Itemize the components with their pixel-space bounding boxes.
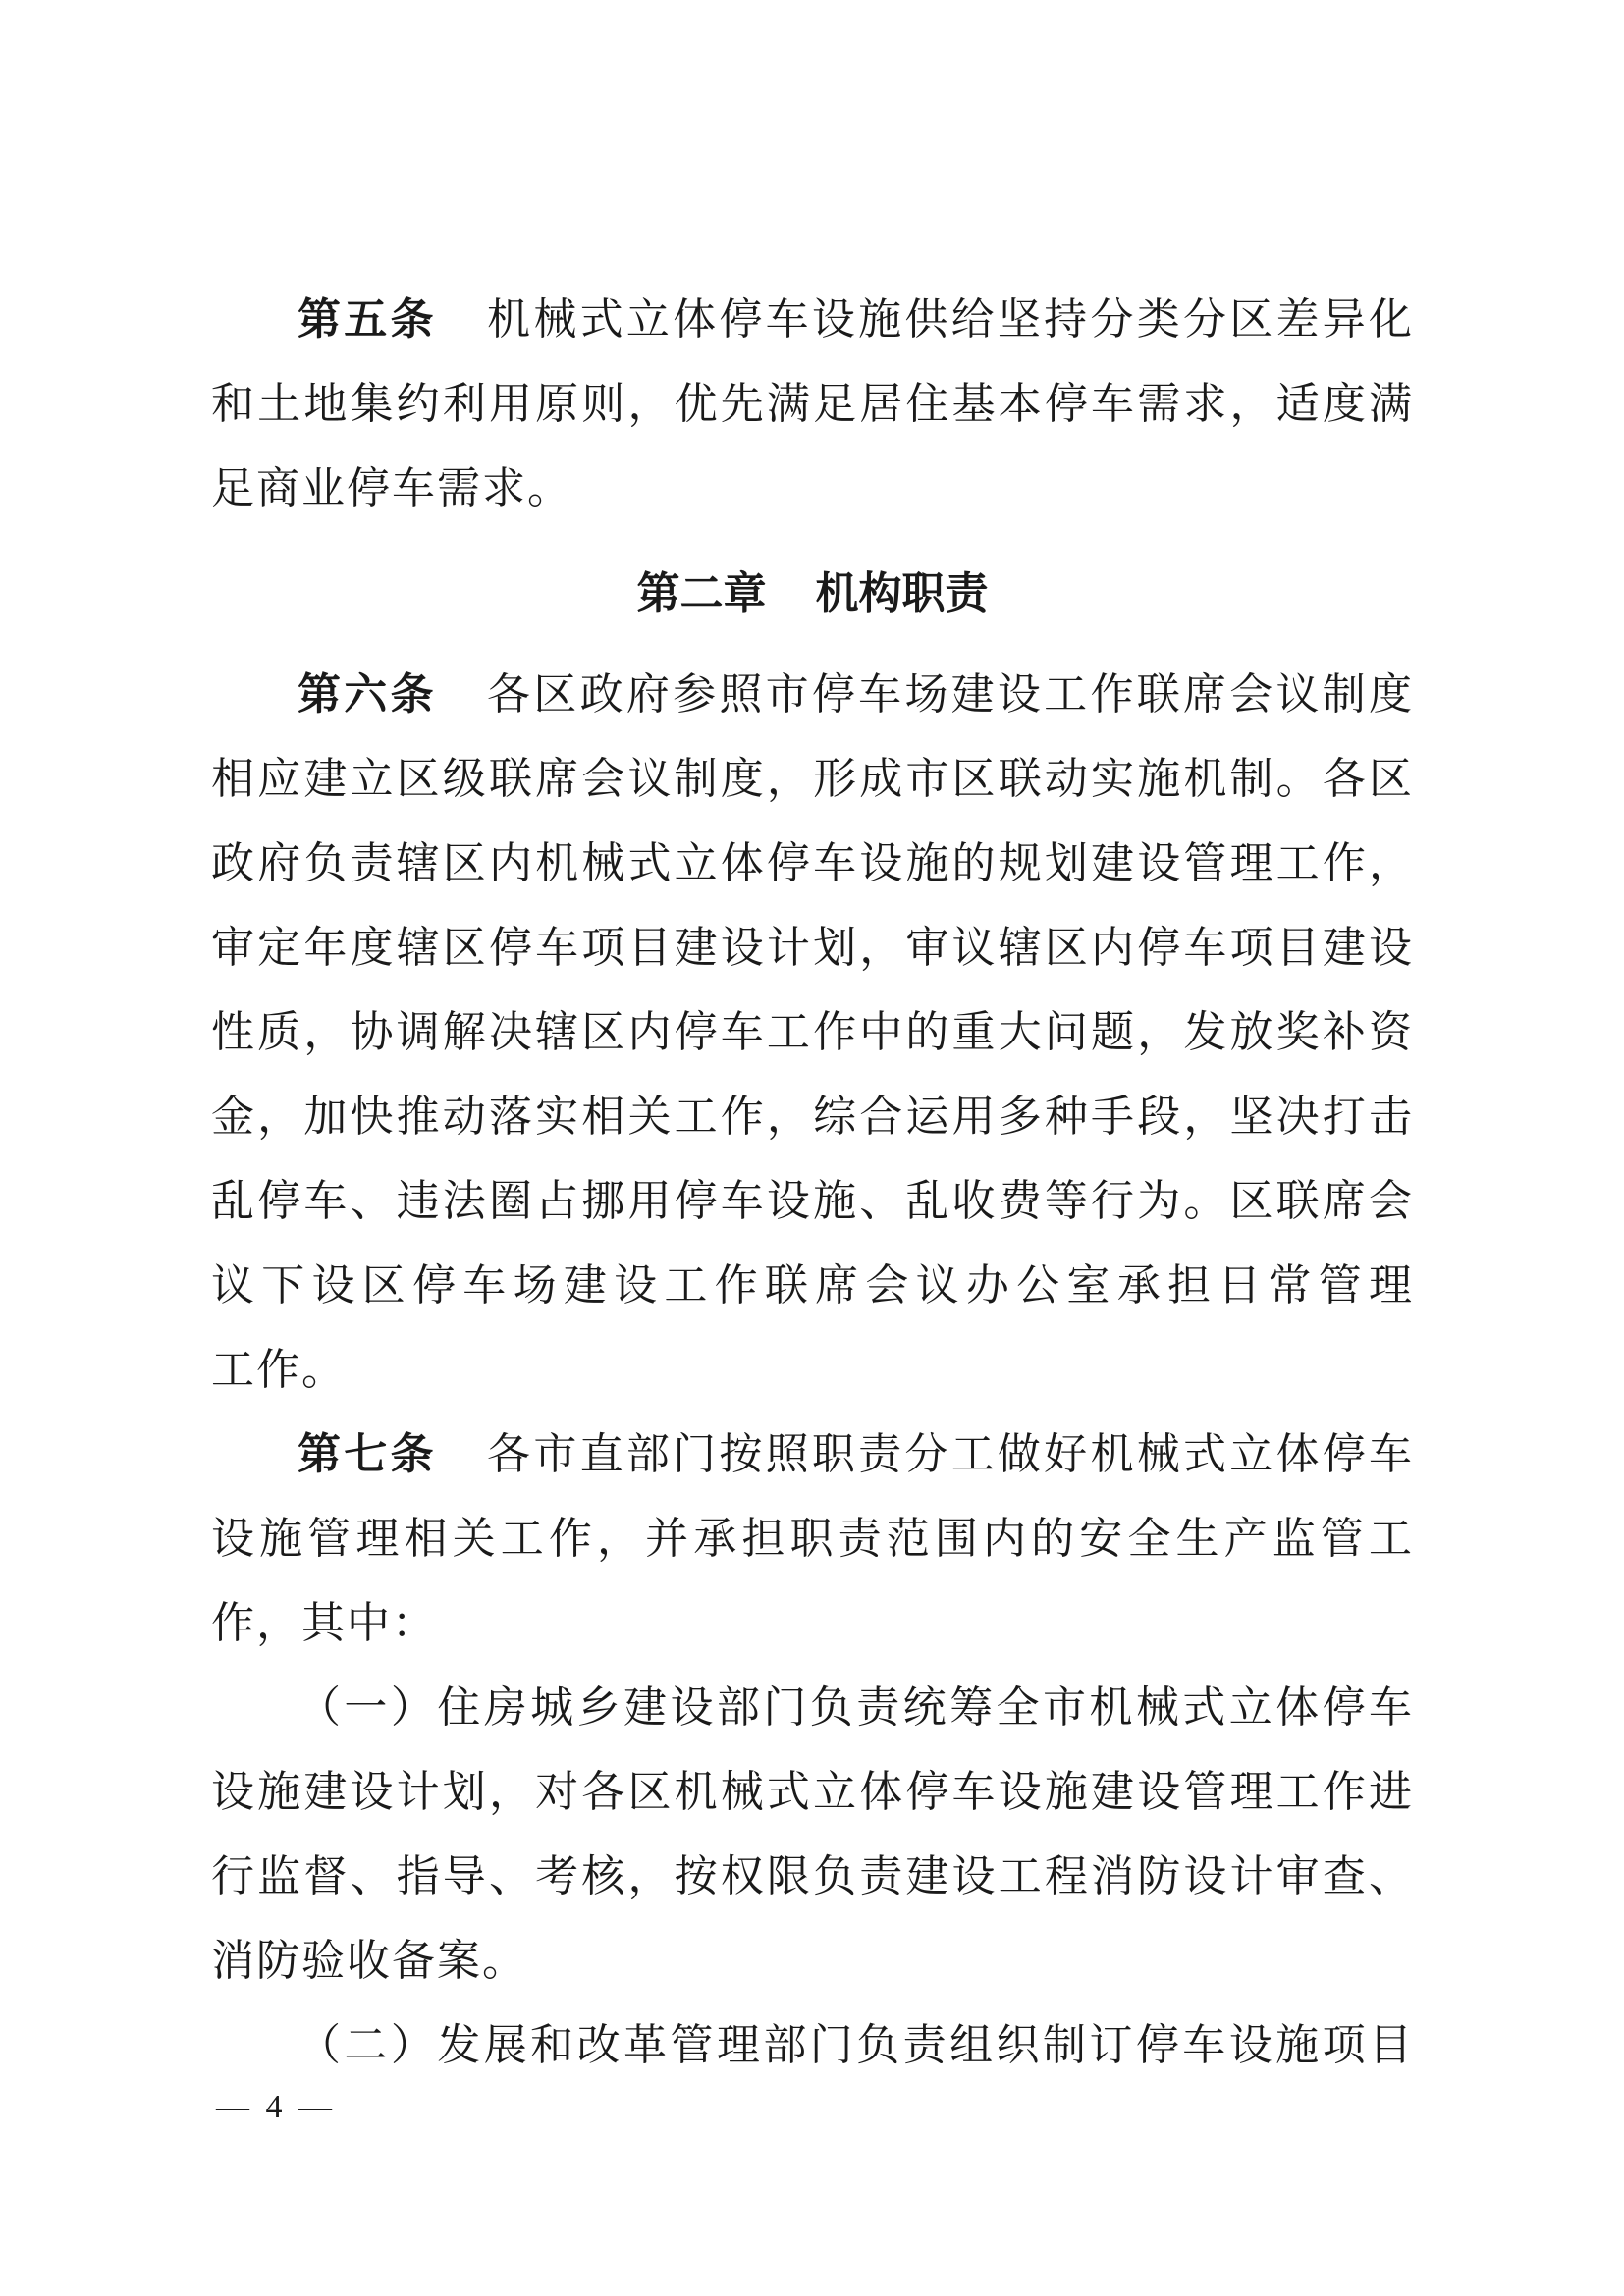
article-6-line-1: 各区政府参照市停车场建设工作联席会议制度 xyxy=(485,669,1415,720)
article-6-line-7: 乱停车、违法圈占挪用停车设施、乱收费等行为。区联席会 xyxy=(211,1176,1414,1226)
item-2-line-1: （二）发展和改革管理部门负责组织制订停车设施项目 xyxy=(298,2020,1414,2070)
item-1-line-4: 消防验收备案。 xyxy=(211,1936,527,1986)
article-7-heading: 第七条 xyxy=(298,1429,437,1479)
article-6-line-8: 议下设区停车场建设工作联席会议办公室承担日常管理 xyxy=(211,1260,1414,1310)
article-7-first-line xyxy=(211,1413,1414,1497)
article-6-line-2: 相应建立区级联席会议制度，形成市区联动实施机制。各区 xyxy=(211,754,1414,804)
article-7-line-2: 设施管理相关工作，并承担职责范围内的安全生产监管工 xyxy=(211,1514,1414,1564)
article-5-line-1: 机械式立体停车设施供给坚持分类分区差异化 xyxy=(485,294,1415,345)
chapter-number: 第二章 xyxy=(636,568,767,618)
article-7-line-3: 作，其中： xyxy=(211,1598,437,1648)
article-6-line-9: 工作。 xyxy=(211,1345,347,1395)
item-1-line-3: 行监督、指导、考核，按权限负责建设工程消防设计审查、 xyxy=(211,1851,1414,1901)
article-5-line-3: 足商业停车需求。 xyxy=(211,463,572,513)
article-6-line-3: 政府负责辖区内机械式立体停车设施的规划建设管理工作， xyxy=(211,838,1414,888)
article-6-line-6: 金，加快推动落实相关工作，综合运用多种手段，坚决打击 xyxy=(211,1092,1414,1142)
chapter-heading xyxy=(211,545,1414,653)
article-5-first-line xyxy=(211,278,1414,362)
article-6-line-5: 性质，协调解决辖区内停车工作中的重大问题，发放奖补资 xyxy=(211,1007,1414,1057)
item-1-line-1: （一）住房城乡建设部门负责统筹全市机械式立体停车 xyxy=(298,1682,1414,1733)
article-6-heading: 第六条 xyxy=(298,669,437,720)
article-5-heading: 第五条 xyxy=(298,294,437,345)
article-5-line-2: 和土地集约利用原则，优先满足居住基本停车需求，适度满 xyxy=(211,379,1414,429)
body-text xyxy=(211,278,1414,2088)
item-1-line-2: 设施建设计划，对各区机械式立体停车设施建设管理工作进 xyxy=(211,1767,1414,1817)
article-7-line-1: 各市直部门按照职责分工做好机械式立体停车 xyxy=(485,1429,1415,1479)
page-number: — 4 — xyxy=(216,2089,336,2125)
chapter-title: 机构职责 xyxy=(815,568,989,618)
article-6-line-4: 审定年度辖区停车项目建设计划，审议辖区内停车项目建设 xyxy=(211,923,1414,973)
article-6-first-line xyxy=(211,653,1414,737)
